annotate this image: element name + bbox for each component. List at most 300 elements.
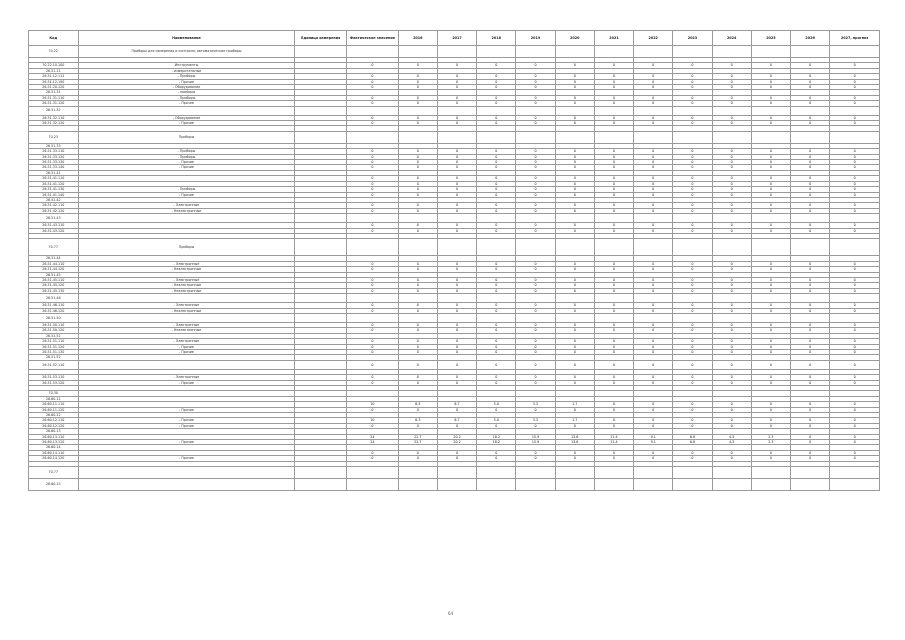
row-value: 0 (791, 344, 830, 349)
row-value (673, 479, 712, 491)
row-value (594, 106, 633, 115)
row-value: 0 (437, 328, 476, 333)
row-code: 26.51.20.120 (29, 85, 79, 90)
row-value: 18.2 (477, 434, 516, 439)
row-value: 0 (673, 350, 712, 355)
row-value: 2.3 (751, 440, 790, 445)
row-value: 0 (751, 283, 790, 288)
row-value: 0 (712, 176, 751, 181)
row-name: - Электронные (78, 203, 295, 208)
row-value: 0 (712, 375, 751, 380)
row-value: 0 (516, 303, 555, 308)
row-value: 0 (673, 283, 712, 288)
row-code: 26.60.11 (29, 396, 79, 401)
row-value: 0 (398, 261, 437, 266)
row-value: 0 (791, 79, 830, 84)
row-value: 0 (594, 154, 633, 159)
row-name (78, 360, 295, 369)
row-value: 0 (555, 277, 594, 282)
row-name: - Электронные (78, 339, 295, 344)
row-name: - Оборудование (78, 85, 295, 90)
row-value (791, 467, 830, 479)
row-code: 26.51.46.110 (29, 303, 79, 308)
row-value: 0 (791, 223, 830, 228)
row-value (751, 467, 790, 479)
row-value (477, 214, 516, 223)
row-code: 26.51.41 (29, 170, 79, 175)
row-value: 0 (830, 350, 880, 355)
row-name: - Неэлектронные (78, 308, 295, 313)
row-value: 0 (437, 149, 476, 154)
row-value: 0 (477, 223, 516, 228)
row-value (712, 106, 751, 115)
row-value: 0 (477, 121, 516, 126)
row-value: 0 (477, 115, 516, 120)
row-value: 0 (791, 450, 830, 455)
row-value: 0 (347, 288, 399, 293)
row-code: 26.51.51.110 (29, 339, 79, 344)
row-name (78, 294, 295, 303)
row-value: 0 (555, 203, 594, 208)
row-value: 0 (634, 85, 673, 90)
row-code: 26.51.44.110 (29, 261, 79, 266)
row-value: 0 (555, 192, 594, 197)
row-value: 0 (634, 380, 673, 385)
row-value: 0 (712, 115, 751, 120)
row-value: 0 (791, 187, 830, 192)
row-value: 0 (673, 423, 712, 428)
row-code: 26.51.31.110 (29, 95, 79, 100)
row-value: 0 (347, 160, 399, 165)
row-value: 0 (791, 101, 830, 106)
row-value: 0 (712, 418, 751, 423)
row-value (295, 106, 347, 115)
row-value: 0 (516, 79, 555, 84)
row-value (295, 294, 347, 303)
row-code: 26.51.53.110 (29, 375, 79, 380)
row-value: 0 (347, 423, 399, 428)
row-value: 0 (516, 149, 555, 154)
row-code: 26.51.32.120 (29, 121, 79, 126)
row-value: 0 (594, 101, 633, 106)
row-value (830, 239, 880, 256)
row-name (78, 214, 295, 223)
row-code: 26.60.13.110 (29, 434, 79, 439)
row-value: 0 (830, 121, 880, 126)
row-value: 0 (751, 187, 790, 192)
row-value: 0 (516, 261, 555, 266)
row-value: 8.5 (398, 402, 437, 407)
row-value: 0 (437, 121, 476, 126)
row-value: 0 (634, 288, 673, 293)
row-value: 0 (555, 208, 594, 213)
row-value: 0 (791, 407, 830, 412)
row-value (516, 467, 555, 479)
row-code: 26.51.32.110 (29, 115, 79, 120)
row-value: 0 (634, 267, 673, 272)
row-value (437, 467, 476, 479)
row-value (555, 106, 594, 115)
row-value (398, 46, 437, 58)
row-value: 0 (437, 283, 476, 288)
row-value: 0 (751, 203, 790, 208)
row-value: 0 (830, 402, 880, 407)
row-value: 0 (516, 283, 555, 288)
row-value: 0 (634, 303, 673, 308)
row-value: 0 (594, 344, 633, 349)
row-value: 0 (673, 63, 712, 68)
row-value: 0 (347, 375, 399, 380)
row-value: 0 (437, 95, 476, 100)
row-value: 22.7 (398, 440, 437, 445)
row-value: 0 (594, 380, 633, 385)
row-value: 0 (594, 85, 633, 90)
row-value: 0 (437, 288, 476, 293)
row-value: 0 (751, 74, 790, 79)
row-value: 0 (634, 339, 673, 344)
row-value: 0 (398, 208, 437, 213)
row-value: 0 (398, 288, 437, 293)
row-value: 0 (555, 181, 594, 186)
row-code: 26.51.11 (29, 68, 79, 73)
row-value: 0 (398, 121, 437, 126)
row-value: 0 (437, 192, 476, 197)
row-value: 0 (555, 380, 594, 385)
row-value: 0 (830, 79, 880, 84)
row-value: 0 (751, 228, 790, 233)
row-value: 0 (398, 74, 437, 79)
row-value: 0 (634, 63, 673, 68)
row-value: 0 (634, 350, 673, 355)
row-value: 0 (673, 187, 712, 192)
row-value: 0 (437, 303, 476, 308)
row-value: 0 (398, 101, 437, 106)
row-value: 0 (477, 339, 516, 344)
row-value: 0 (437, 277, 476, 282)
header-year: 2018 (477, 31, 516, 46)
row-value (398, 106, 437, 115)
row-value: 0 (712, 181, 751, 186)
row-code: 26.51.33.140 (29, 165, 79, 170)
row-value: 0 (712, 63, 751, 68)
row-value: 0 (347, 380, 399, 385)
row-value: 0 (594, 375, 633, 380)
row-code: 26.51.45 (29, 272, 79, 277)
row-code: 26.51.50.120 (29, 328, 79, 333)
row-value: 11.4 (594, 434, 633, 439)
row-value: 0 (398, 192, 437, 197)
row-value: 0 (634, 423, 673, 428)
row-value: 0 (594, 277, 633, 282)
row-value: 0 (791, 402, 830, 407)
row-name (78, 467, 295, 479)
row-value (398, 467, 437, 479)
row-value (751, 106, 790, 115)
row-code: 26.60.14 (29, 445, 79, 450)
row-value: 0 (347, 407, 399, 412)
row-value: 0 (791, 95, 830, 100)
row-value: 0 (398, 165, 437, 170)
row-value (477, 479, 516, 491)
row-value (673, 294, 712, 303)
row-value: 0 (516, 322, 555, 327)
row-value: 0 (830, 115, 880, 120)
row-value: 0 (398, 328, 437, 333)
row-value: 2.3 (751, 434, 790, 439)
table-row (29, 313, 880, 322)
row-name: - Прочие (78, 160, 295, 165)
row-value: 0 (398, 187, 437, 192)
row-value: 6.8 (673, 434, 712, 439)
header-year: 2019 (516, 31, 555, 46)
row-value: 0 (751, 339, 790, 344)
row-value: 0 (555, 308, 594, 313)
row-value: 0 (477, 192, 516, 197)
header-year: 2023 (673, 31, 712, 46)
row-code: 26.51.41.110 (29, 176, 79, 181)
row-value (751, 214, 790, 223)
row-code: 26.60.12.110 (29, 418, 79, 423)
row-value: 0 (398, 160, 437, 165)
row-code: 26.51.31 (29, 90, 79, 95)
row-value (712, 214, 751, 223)
row-value (634, 239, 673, 256)
row-value (516, 294, 555, 303)
table-row (29, 360, 880, 369)
row-value: 0 (477, 154, 516, 159)
row-value: 0 (712, 380, 751, 385)
row-name: - Прочие (78, 380, 295, 385)
table-row (29, 46, 880, 58)
row-value (555, 467, 594, 479)
row-value: 0 (634, 203, 673, 208)
row-value: 0 (712, 344, 751, 349)
row-value: 0 (751, 402, 790, 407)
row-value: 0 (791, 203, 830, 208)
table-body (29, 46, 880, 491)
row-value: 0 (830, 267, 880, 272)
row-value: 0 (634, 101, 673, 106)
row-name: - Неэлектронные (78, 267, 295, 272)
row-value: 0 (830, 450, 880, 455)
row-value: 0 (673, 85, 712, 90)
row-value: 0 (477, 380, 516, 385)
row-value: 0 (347, 74, 399, 79)
row-value: 0 (347, 85, 399, 90)
row-value: 0 (830, 344, 880, 349)
row-value: 0 (830, 208, 880, 213)
row-value: 0 (594, 203, 633, 208)
row-value: 0 (594, 288, 633, 293)
header-year: 2026 (791, 31, 830, 46)
row-value: 0 (347, 208, 399, 213)
row-value: 0 (437, 344, 476, 349)
row-value: 0 (398, 181, 437, 186)
table-row (29, 214, 880, 223)
row-name: Приборы для измерения и контроля, автоматические приборы (78, 46, 295, 58)
row-value (751, 46, 790, 58)
row-value: 0 (477, 328, 516, 333)
header-year: 2022 (634, 31, 673, 46)
row-value: 0 (555, 149, 594, 154)
row-value: 0 (751, 192, 790, 197)
row-value (347, 294, 399, 303)
row-value: 0 (347, 187, 399, 192)
row-value: 0 (712, 407, 751, 412)
row-value: 0 (634, 115, 673, 120)
row-value (830, 214, 880, 223)
row-value: 0 (555, 95, 594, 100)
table-header-row (29, 31, 880, 46)
row-value: 0 (673, 101, 712, 106)
row-value: 11.4 (594, 440, 633, 445)
row-value: 0 (830, 261, 880, 266)
row-value: 0 (791, 165, 830, 170)
row-value: 0 (673, 344, 712, 349)
row-value (295, 360, 347, 369)
row-value: 10 (347, 418, 399, 423)
row-name: - Прочие (78, 344, 295, 349)
row-value (712, 131, 751, 143)
row-value: 0 (555, 450, 594, 455)
row-value: 0 (751, 267, 790, 272)
row-code: 26.51.46.120 (29, 308, 79, 313)
row-code: 26.51.43 (29, 214, 79, 223)
row-value: 0 (791, 375, 830, 380)
row-value: 0 (673, 208, 712, 213)
row-value: 0 (830, 176, 880, 181)
row-value: 0 (437, 74, 476, 79)
row-value: 0 (477, 203, 516, 208)
row-value: 0 (555, 322, 594, 327)
row-value: 0 (437, 176, 476, 181)
row-value: 0 (398, 176, 437, 181)
row-value: 0 (830, 165, 880, 170)
row-name (78, 106, 295, 115)
row-value: 0 (712, 79, 751, 84)
row-code: 26.51.45.130 (29, 288, 79, 293)
row-value (347, 313, 399, 322)
row-value: 0 (477, 456, 516, 461)
row-value: 0 (437, 456, 476, 461)
row-value: 0 (830, 74, 880, 79)
row-value: 0 (634, 261, 673, 266)
row-value: 0 (437, 165, 476, 170)
row-code: 26.51.52 (29, 355, 79, 360)
row-value: 0 (712, 423, 751, 428)
row-value: 0 (791, 160, 830, 165)
row-value (295, 467, 347, 479)
row-code: 26.60.14.110 (29, 450, 79, 455)
row-value: 0 (347, 228, 399, 233)
row-value: 0 (594, 187, 633, 192)
row-value: 0 (516, 277, 555, 282)
row-value: 0 (830, 160, 880, 165)
row-code: 70.22.10.100 (29, 63, 79, 68)
row-value: 0 (673, 228, 712, 233)
row-value: 0 (555, 261, 594, 266)
row-value: 0 (477, 407, 516, 412)
row-value: 0 (347, 303, 399, 308)
header-year: 2016 (398, 31, 437, 46)
row-value (516, 46, 555, 58)
row-value: 0 (830, 328, 880, 333)
row-value (830, 46, 880, 58)
row-value: 0 (634, 187, 673, 192)
row-value: 0 (830, 434, 880, 439)
row-value (712, 313, 751, 322)
row-value: 0 (634, 402, 673, 407)
row-value: 0 (398, 423, 437, 428)
row-value: 0 (673, 192, 712, 197)
row-value: 0 (437, 339, 476, 344)
row-value (751, 479, 790, 491)
row-value (437, 214, 476, 223)
row-value (712, 239, 751, 256)
header-total: 2027, прогноз (830, 31, 880, 46)
row-value: 0 (830, 181, 880, 186)
row-value: 0 (437, 223, 476, 228)
row-value: 0 (477, 149, 516, 154)
row-value: 0 (712, 261, 751, 266)
row-value: 0 (791, 277, 830, 282)
row-value: 0 (555, 267, 594, 272)
row-value: 0 (634, 208, 673, 213)
row-value: 9.1 (634, 440, 673, 445)
row-name: - Электронные (78, 303, 295, 308)
row-value (398, 214, 437, 223)
row-value (295, 313, 347, 322)
row-value: 20.2 (437, 434, 476, 439)
row-value: 0 (594, 181, 633, 186)
row-value: 0 (516, 344, 555, 349)
row-value: 0 (477, 95, 516, 100)
row-value (634, 479, 673, 491)
row-value (477, 294, 516, 303)
row-value (555, 214, 594, 223)
row-value: 0 (751, 208, 790, 213)
row-value: 0 (791, 261, 830, 266)
row-code: 26.51.53.120 (29, 380, 79, 385)
row-value: 0 (791, 267, 830, 272)
row-value: 0 (751, 418, 790, 423)
row-value: 0 (712, 267, 751, 272)
row-name: - Оборудование (78, 115, 295, 120)
row-code: 26.60.11.120 (29, 407, 79, 412)
row-value: 0 (751, 176, 790, 181)
row-value: 0 (555, 154, 594, 159)
row-value (398, 239, 437, 256)
row-value: 0 (830, 228, 880, 233)
row-value: 0 (751, 375, 790, 380)
row-value: 0 (347, 149, 399, 154)
row-value: 0 (398, 267, 437, 272)
row-name: - Прочие (78, 192, 295, 197)
row-value: 0 (398, 154, 437, 159)
row-value (791, 239, 830, 256)
row-value (673, 214, 712, 223)
row-value: 0 (673, 79, 712, 84)
row-value (295, 479, 347, 491)
row-value: 0 (634, 283, 673, 288)
row-value: 0 (555, 176, 594, 181)
row-value (634, 106, 673, 115)
row-value (594, 479, 633, 491)
row-name: Приборы (78, 131, 295, 143)
row-value (594, 214, 633, 223)
row-value: 0 (751, 450, 790, 455)
row-value: 0 (516, 350, 555, 355)
